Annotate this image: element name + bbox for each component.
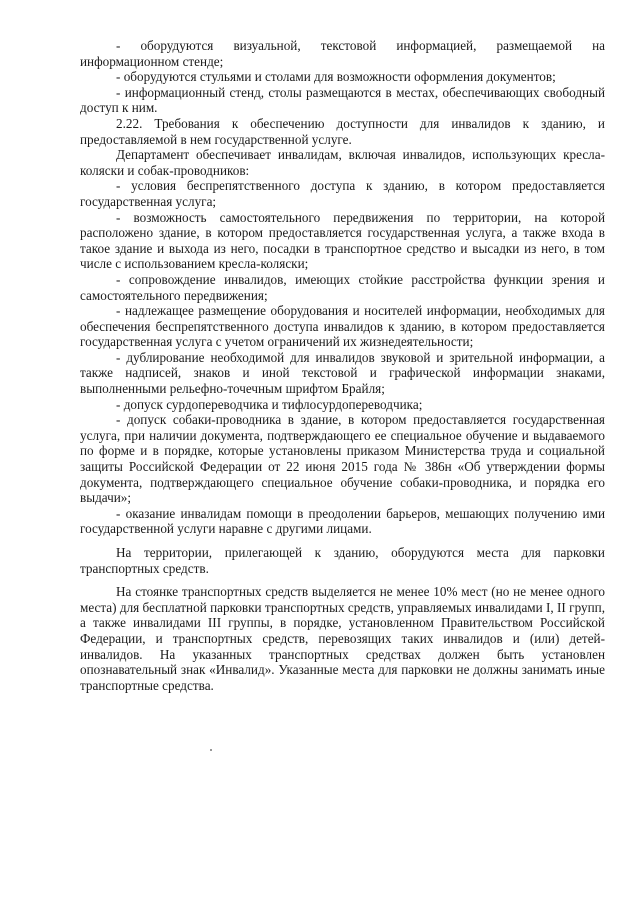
paragraph-9: - надлежащее размещение оборудования и носителей информации, необходимых для обеспечения беспрепятственного доступа инвалидов к зданию, в котором предоставляется государственная услуга с учетом ограничений их жизнедеятельности;	[80, 303, 605, 350]
paragraph-11: - допуск сурдопереводчика и тифлосурдопереводчика;	[116, 396, 423, 412]
paragraph-15: На стоянке транспортных средств выделяется не менее 10% мест (но не менее одного места) для бесплатной парковки транспортных средств, управляемых инвалидами I, II групп, а также инвалидами III группы, в порядке, установленном Правительством Российской Федерации, и транспортных средств, перевозящих таких инвалидов и (или) детей-инвалидов. На указанных транспортных средствах должен быть установлен опознавательный знак «Инвалид». Указанные места для парковки не должны занимать иные транспортные средства.	[80, 584, 605, 693]
paragraph-8: - сопровождение инвалидов, имеющих стойкие расстройства функции зрения и самостоятельного передвижения;	[80, 271, 605, 303]
paragraph-5: Департамент обеспечивает инвалидам, включая инвалидов, использующих кресла-коляски и собак-проводников:	[80, 147, 605, 178]
paragraph-1: - оборудуются визуальной, текстовой информацией, размещаемой на информационном стенде;	[80, 38, 605, 69]
paragraph-12: - допуск собаки-проводника в здание, в котором предоставляется государственная услуга, при наличии документа, подтверждающего ее специальное обучение и выдаваемого по форме и в порядке, которые установлены приказом Министерства труда и социальной защиты Российской Федерации от 22 июня 2015 года № 386н «Об утверждении формы документа, подтверждающего специальное обучение собаки-проводника, и порядка его выдачи»;	[80, 412, 605, 506]
document-body	[80, 38, 605, 693]
paragraph-6: - условия беспрепятственного доступа к зданию, в котором предоставляется государственная услуга;	[80, 178, 605, 209]
paragraph-3: - информационный стенд, столы размещаются в местах, обеспечивающих свободный доступ к ним.	[80, 84, 605, 116]
paragraph-7: - возможность самостоятельного передвижения по территории, на которой расположено здание, в котором предоставляется государственная услуга, а также входа в такое здание и выхода из него, посадки в транспортное средство и высадки из него, в том числе с использованием кресла-коляски;	[80, 209, 605, 272]
paragraph-13: - оказание инвалидам помощи в преодолении барьеров, мешающих получению ими государственной услуги наравне с другими лицами.	[80, 505, 605, 537]
paragraph-2: - оборудуются стульями и столами для возможности оформления документов;	[116, 69, 556, 85]
scan-speck	[210, 749, 212, 751]
paragraph-4: 2.22. Требования к обеспечению доступности для инвалидов к зданию, и предоставляемой в нем государственной услуге.	[80, 115, 605, 147]
paragraph-14: На территории, прилегающей к зданию, оборудуются места для парковки транспортных средств.	[80, 545, 605, 576]
paragraph-10: - дублирование необходимой для инвалидов звуковой и зрительной информации, а также надписей, знаков и иной текстовой и графической информации знаками, выполненными рельефно-точечным шрифтом Брайля;	[80, 349, 605, 397]
